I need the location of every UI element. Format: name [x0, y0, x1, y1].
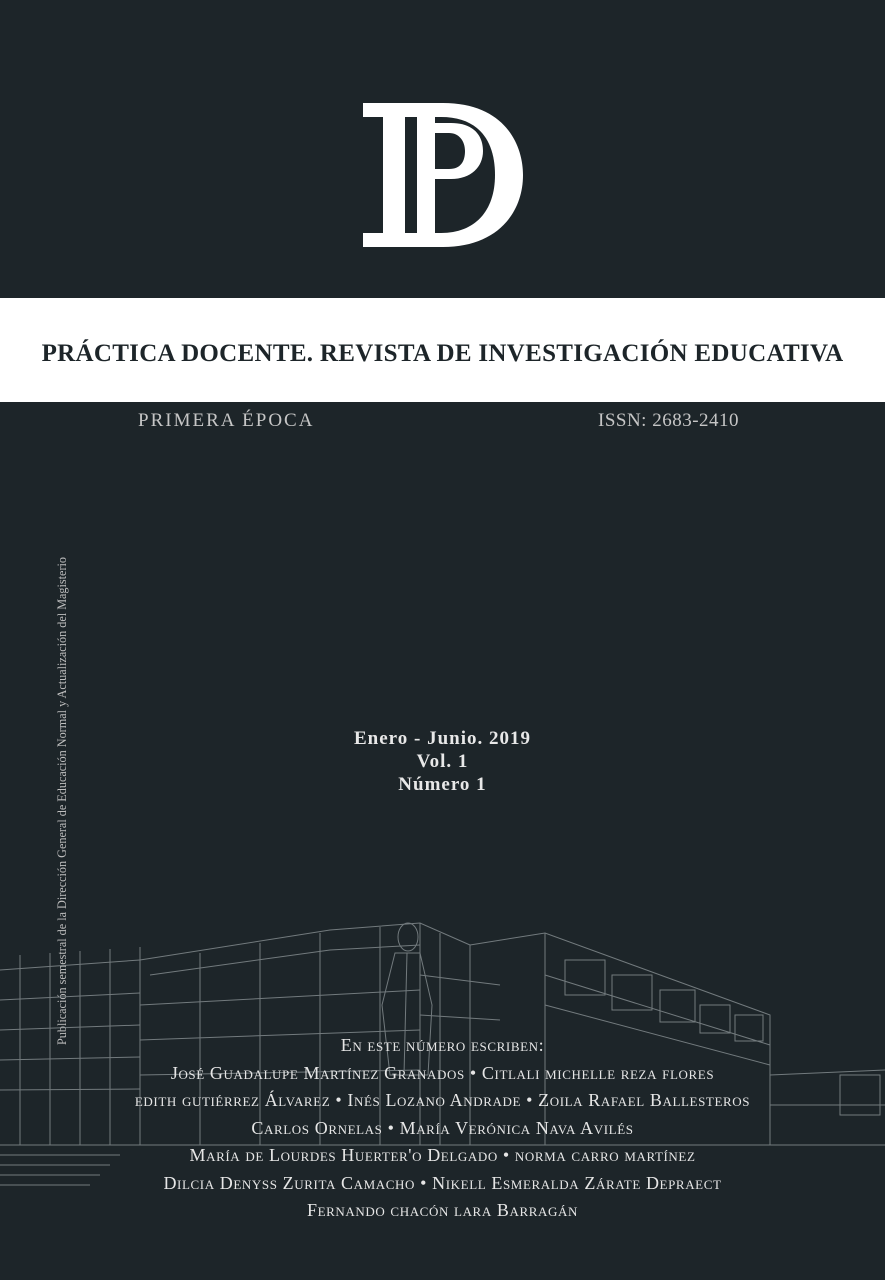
- author-line: Dilcia Denyss Zurita Camacho • Nikell Esmeralda Zárate Depraect: [163, 1172, 722, 1193]
- author-line: María de Lourdes Huerter'o Delgado • norma carro martínez: [189, 1145, 696, 1165]
- journal-title: PRÁCTICA DOCENTE. REVISTA DE INVESTIGACIÓN EDUCATIVA: [41, 340, 844, 367]
- authors-intro: En este número escriben:: [340, 1035, 545, 1055]
- author-line: Fernando chacón lara Barragán: [306, 1200, 579, 1220]
- author-line: edith gutiérrez Álvarez • Inés Lozano Andrade • Zoila Rafael Ballesteros: [134, 1090, 751, 1110]
- publisher-side-text: Publicación semestral de la Dirección General de Educación Normal y Actualización del Magisterio: [55, 557, 69, 1045]
- issue-number: Número 1: [398, 774, 487, 795]
- title-band: [0, 298, 885, 402]
- author-line: Carlos Ornelas • María Verónica Nava Avilés: [251, 1117, 634, 1138]
- issue-period: Enero - Junio. 2019: [353, 728, 531, 749]
- issue-info: [0, 727, 885, 796]
- issue-volume: Vol. 1: [416, 751, 469, 772]
- authors-block: [0, 1032, 885, 1225]
- dp-logo: [355, 95, 535, 255]
- epoch-label: PRIMERA ÉPOCA: [138, 410, 315, 431]
- issn-label: ISSN: 2683-2410: [598, 410, 740, 431]
- author-line: José Guadalupe Martínez Granados • Citlali michelle reza flores: [170, 1062, 715, 1083]
